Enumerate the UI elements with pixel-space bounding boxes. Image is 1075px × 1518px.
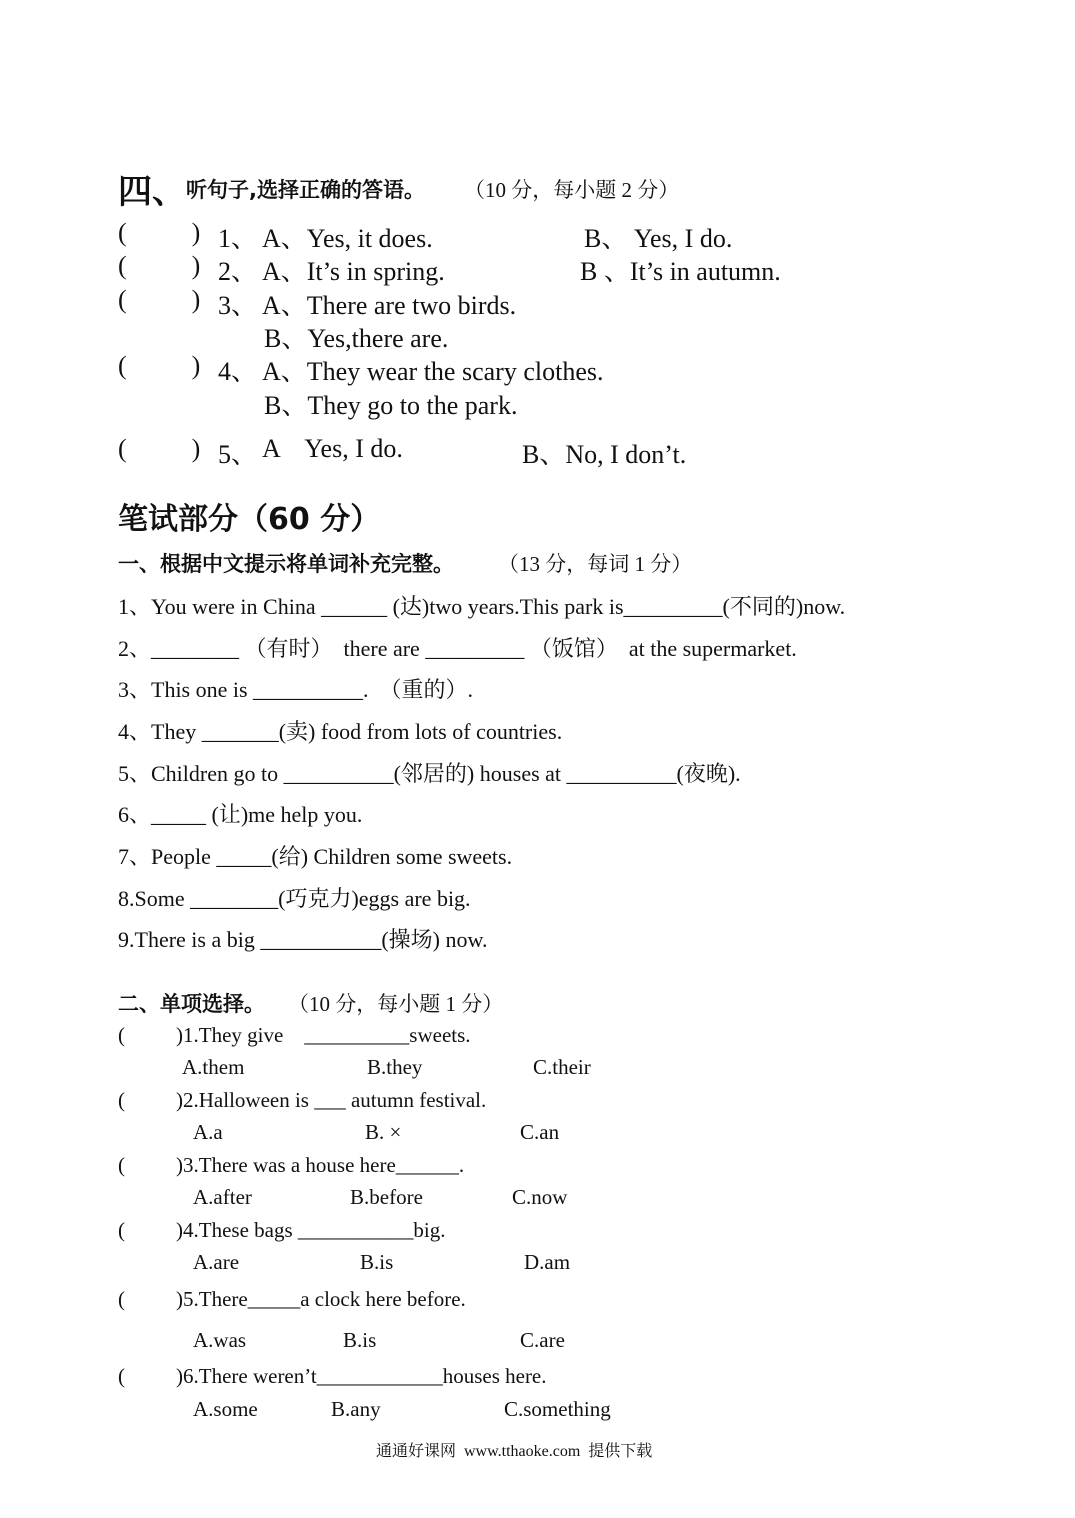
question-number: 5、 [218, 440, 258, 469]
answer-blank: ( ) [118, 285, 201, 314]
fill-item: 7、People _____(给) Children some sweets. [118, 844, 513, 869]
option-b: B.is [360, 1250, 394, 1274]
question-text: )2.Halloween is ___ autumn festival. [176, 1088, 487, 1112]
option-b: B.before [350, 1185, 423, 1209]
option-a: A.them [182, 1055, 245, 1079]
option-a: A.after [193, 1185, 252, 1209]
section-4-title: 听句子,选择正确的答语。 [186, 178, 425, 202]
question-text: )1.They give __________sweets. [176, 1023, 471, 1047]
option-b: B、No, I don’t. [522, 440, 687, 469]
question-number: 1、 [218, 224, 258, 253]
option-b: B.they [367, 1055, 423, 1079]
question-number: 3、 [218, 291, 258, 320]
fill-item: 6、_____ (让)me help you. [118, 802, 363, 827]
part-1-title: 一、根据中文提示将单词补充完整。 [118, 552, 454, 576]
fill-item: 9.There is a big ___________(操场) now. [118, 927, 488, 952]
option-b: B. × [365, 1120, 402, 1144]
answer-blank: ( [118, 1287, 125, 1311]
answer-blank: ( ) [118, 251, 201, 280]
footer-credit: 通通好课网 www.tthaoke.com 提供下载 [376, 1443, 653, 1460]
answer-blank: ( [118, 1218, 125, 1242]
part-1-note: （13 分，每词 1 分） [498, 552, 693, 576]
part-2-title: 二、单项选择。 [118, 992, 265, 1016]
option-a: A Yes, I do. [262, 434, 403, 463]
fill-item: 4、They _______(卖) food from lots of countries. [118, 719, 563, 744]
question-text: )3.There was a house here______. [176, 1153, 465, 1177]
question-text: )4.These bags ___________big. [176, 1218, 446, 1242]
section-4-number: 四、 [118, 172, 186, 212]
question-text: )5.There_____a clock here before. [176, 1287, 466, 1311]
fill-item: 5、Children go to __________(邻居的) houses at __________(夜晚). [118, 761, 741, 786]
answer-blank: ( ) [118, 434, 201, 463]
question-number: 4、 [218, 357, 258, 386]
fill-item: 2、________ （有时） there are _________ （饭馆） at the supermarket. [118, 636, 797, 661]
option-a: A.was [193, 1328, 247, 1352]
answer-blank: ( ) [118, 218, 201, 247]
option-c: C.something [504, 1397, 611, 1421]
option-a: A、It’s in spring. [262, 257, 445, 286]
option-a: A、Yes, it does. [262, 224, 433, 253]
option-a: A、They wear the scary clothes. [262, 357, 604, 386]
option-c: C.are [520, 1328, 565, 1352]
fill-item: 8.Some ________(巧克力)eggs are big. [118, 886, 471, 911]
answer-blank: ( [118, 1153, 125, 1177]
option-c: C.their [533, 1055, 591, 1079]
option-a: A.a [193, 1120, 223, 1144]
option-b: B 、It’s in autumn. [580, 257, 781, 286]
question-text: )6.There weren’t____________houses here. [176, 1364, 547, 1388]
part-2-note: （10 分，每小题 1 分） [288, 992, 504, 1016]
question-number: 2、 [218, 257, 258, 286]
option-c: C.now [512, 1185, 568, 1209]
answer-blank: ( ) [118, 351, 201, 380]
fill-item: 3、This one is __________. （重的）. [118, 677, 474, 702]
option-a: A、There are two birds. [262, 291, 517, 320]
option-c: C.an [520, 1120, 560, 1144]
written-part-title: 笔试部分（60 分） [118, 502, 381, 537]
option-b: B.any [331, 1397, 381, 1421]
answer-blank: ( [118, 1364, 125, 1388]
option-b: B、 Yes, I do. [584, 224, 733, 253]
answer-blank: ( [118, 1088, 125, 1112]
section-4-note: （10 分，每小题 2 分） [464, 178, 680, 202]
option-b: B.is [343, 1328, 377, 1352]
option-a: A.some [193, 1397, 258, 1421]
fill-item: 1、You were in China ______ (达)two years.This park is_________(不同的)now. [118, 594, 846, 619]
option-b: B、They go to the park. [264, 391, 518, 420]
option-c: D.am [524, 1250, 571, 1274]
option-b: B、Yes,there are. [264, 324, 449, 353]
option-a: A.are [193, 1250, 240, 1274]
answer-blank: ( [118, 1023, 125, 1047]
